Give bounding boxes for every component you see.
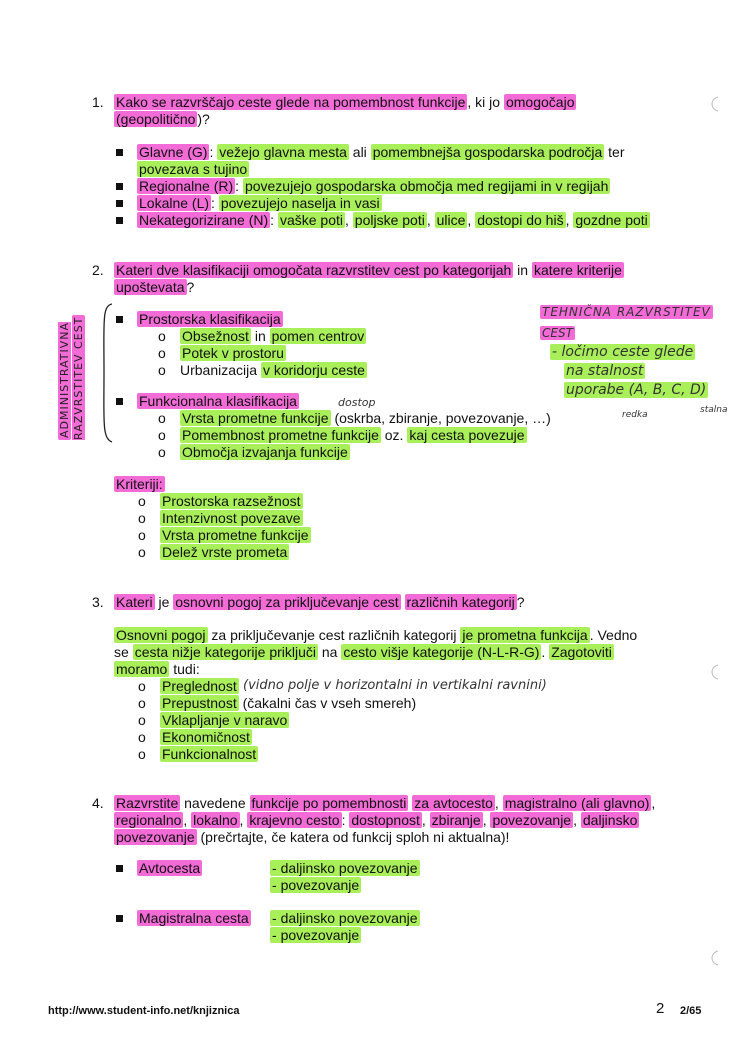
bullet-square-icon bbox=[116, 217, 123, 224]
q2-line2: upoštevata ? bbox=[116, 279, 195, 295]
q3-item-4: o Ekonomičnost bbox=[138, 729, 250, 745]
q2-line1: 2. Kateri dve klasifikaciji omogočata razvrstitev cest po kategorijah in katere kriterije bbox=[92, 262, 622, 278]
q4-row-magistralna: Magistralna cesta bbox=[116, 910, 251, 927]
q1-item-glavne-cont: povezava s tujino bbox=[139, 161, 248, 177]
q1-item-glavne: Glavne (G) : vežejo glavna mesta ali pomembnejša gospodarska področja ter bbox=[116, 144, 625, 161]
q2-prostorska-item-1: o Obsežnost in pomen centrov bbox=[158, 328, 365, 344]
bullet-square-icon bbox=[116, 149, 123, 156]
q4-magistralna-v2: - povezovanje bbox=[272, 927, 360, 943]
q2-prostorska-item-3: o Urbanizacija v koridorju ceste bbox=[158, 362, 365, 378]
q3-para-line2: se cesta nižje kategorije priključi na cesto višje kategorije (N-L-R-G) . Zagotoviti bbox=[114, 644, 612, 660]
bullet-square-icon bbox=[116, 183, 123, 190]
q4-line2: regionalno , lokalno , krajevno cesto : dostopnost , zbiranje , povezovanje , daljinsko bbox=[116, 812, 638, 828]
hand-title-1: TEHNIČNA RAZVRSTITEV bbox=[542, 305, 711, 319]
bullet-square-icon bbox=[116, 915, 123, 922]
q3-item-5: o Funkcionalnost bbox=[138, 746, 257, 762]
q4-avtocesta-v2: - povezovanje bbox=[272, 877, 360, 893]
q3-para-line1: Osnovni pogoj za priključevanje cest različnih kategorij je prometna funkcija . Vedno bbox=[116, 627, 638, 643]
bullet-square-icon bbox=[116, 865, 123, 872]
bullet-square-icon bbox=[116, 398, 123, 405]
side-note-administrativna: ADMINISTRATIVNA RAZVRSTITEV CEST bbox=[58, 316, 85, 440]
q1-line1: 1. Kako se razvrščajo ceste glede na pomembnost funkcije , ki jo omogočajo bbox=[92, 94, 575, 110]
q1-item-regionalne: Regionalne (R) : povezujejo gospodarska območja med regijami in v regijah bbox=[116, 178, 610, 195]
hand-line-2: na stalnost bbox=[566, 363, 644, 379]
hand-title-2: CEST bbox=[542, 326, 573, 340]
q2-criteria-item-2: o Intenzivnost povezave bbox=[138, 510, 301, 526]
footer-page-count: 2/65 bbox=[680, 1005, 702, 1017]
q1-item-nekategorizirane: Nekategorizirane (N) : vaške poti , poljske poti , ulice , dostopi do hiš , gozdne poti bbox=[116, 212, 650, 229]
bullet-square-icon bbox=[116, 200, 123, 207]
hand-line-3: uporabe (A, B, C, D) bbox=[566, 382, 707, 398]
q2-funkcionalna-item-1: o Vrsta prometne funkcije (oskrba, zbiranje, povezovanje, …) bbox=[158, 410, 551, 426]
q3-item-1: o Preglednost bbox=[138, 678, 237, 694]
q2-criteria-item-3: o Vrsta prometne funkcije bbox=[138, 527, 309, 543]
q4-avtocesta-v1: - daljinsko povezovanje bbox=[272, 860, 418, 876]
bullet-square-icon bbox=[116, 316, 123, 323]
q2-class-prostorska: Prostorska klasifikacija bbox=[116, 311, 283, 328]
q2-criteria-item-1: o Prostorska razsežnost bbox=[138, 493, 301, 509]
q4-line3: povezovanje (prečrtajte, če katera od funkcij sploh ni aktualna)! bbox=[116, 829, 510, 845]
q2-funkcionalna-item-2: o Pomembnost prometne funkcije oz. kaj cesta povezuje bbox=[158, 427, 525, 443]
q3-para-line3: moramo tudi: bbox=[116, 661, 200, 677]
q4-row-avtocesta: Avtocesta bbox=[116, 860, 202, 877]
q4-line1: 4. Razvrstite navedene funkcije po pomembnosti za avtocesto , magistralno (ali glavno) , bbox=[92, 795, 656, 811]
q2-class-funkcionalna: Funkcionalna klasifikacija bbox=[116, 393, 299, 410]
q2-funkcionalna-item-3: o Območja izvajanja funkcije bbox=[158, 444, 348, 460]
side-bracket bbox=[96, 302, 116, 444]
binder-hole-mark bbox=[704, 662, 724, 682]
binder-hole-mark bbox=[704, 94, 724, 114]
q2-prostorska-item-2: o Potek v prostoru bbox=[158, 345, 284, 361]
q3-item-3: o Vklapljanje v naravo bbox=[138, 712, 288, 728]
q1-item-lokalne: Lokalne (L) : povezujejo naselja in vasi bbox=[116, 195, 382, 212]
q3-item-2: o Prepustnost (čakalni čas v vseh smereh) bbox=[138, 695, 417, 711]
footer-url: http://www.student-info.net/knjiznica bbox=[48, 1005, 240, 1017]
hand-small-redka: redka bbox=[622, 410, 648, 420]
q4-magistralna-v1: - daljinsko povezovanje bbox=[272, 910, 418, 926]
hand-line-1: - ločimo ceste glede bbox=[552, 344, 694, 360]
q3-line1: 3. Kateri je osnovni pogoj za priključevanje cest različnih kategorij ? bbox=[92, 594, 525, 610]
hand-note-dostop: dostop bbox=[338, 396, 376, 409]
q3-hand-note: (vidno polje v horizontalni in vertikalni ravnini) bbox=[243, 678, 547, 693]
binder-hole-mark bbox=[704, 948, 724, 968]
hand-small-stalna: stalna bbox=[700, 405, 728, 415]
q2-criteria-item-4: o Delež vrste prometa bbox=[138, 544, 288, 560]
q1-line2: (geopolitično )? bbox=[116, 111, 210, 127]
footer-page-number: 2 bbox=[656, 1000, 665, 1017]
q2-criteria-label: Kriteriji: bbox=[116, 476, 163, 492]
